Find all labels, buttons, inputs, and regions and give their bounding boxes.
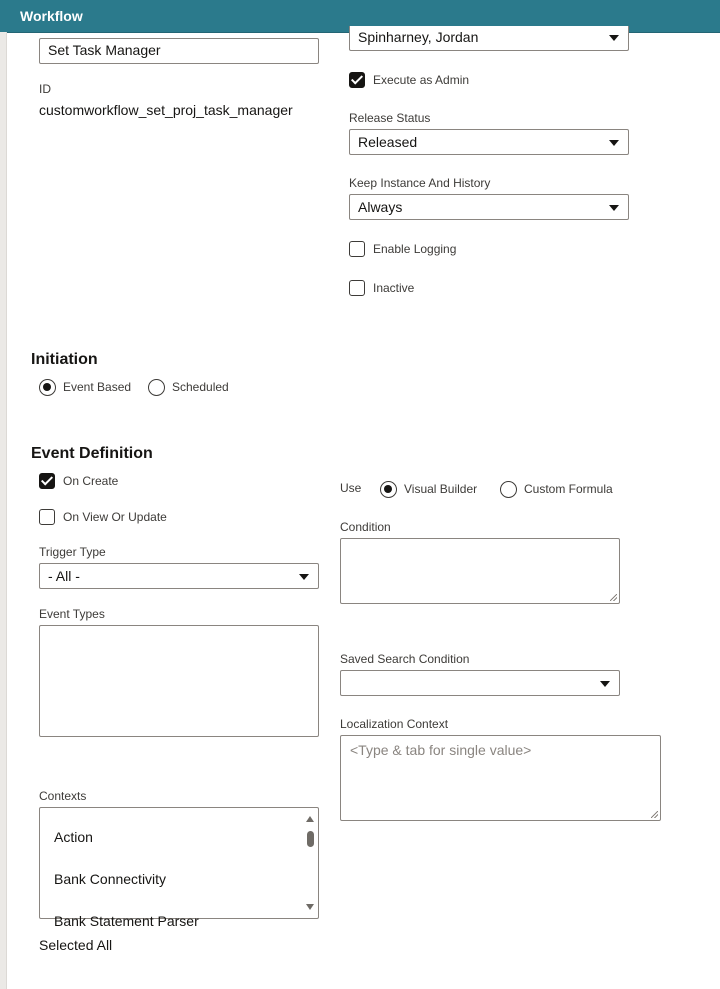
keep-instance-value: Always [358,199,403,215]
saved-search-condition-select[interactable] [340,670,620,696]
inactive-checkbox[interactable] [349,280,365,296]
trigger-type-label: Trigger Type [39,545,106,559]
custom-formula-radio[interactable] [500,481,517,498]
id-label: ID [39,82,51,96]
id-value: customworkflow_set_proj_task_manager [39,102,293,118]
name-input[interactable]: Set Task Manager [39,38,319,64]
initiation-title: Initiation [31,351,98,368]
on-create-label: On Create [63,474,119,488]
release-status-value: Released [358,134,418,150]
contexts-label: Contexts [39,789,87,803]
execute-as-admin-label: Execute as Admin [373,73,470,87]
trigger-type-value: - All - [48,568,80,584]
execute-as-admin-checkbox[interactable] [349,72,365,88]
chevron-down-icon [609,35,619,41]
owner-select[interactable] [349,26,629,51]
chevron-down-icon [609,140,619,146]
event-based-radio[interactable] [39,379,56,396]
selected-all-text: Selected All [39,937,113,953]
visual-builder-label: Visual Builder [404,482,478,496]
list-item[interactable]: Bank Statement Parser [54,913,199,929]
chevron-down-icon [609,205,619,211]
trigger-type-select[interactable] [39,563,319,589]
release-status-select[interactable] [349,129,629,155]
condition-textarea[interactable] [340,538,620,604]
release-status-label: Release Status [349,111,431,125]
on-view-update-checkbox[interactable] [39,509,55,525]
chevron-down-icon [299,574,309,580]
scroll-up-icon[interactable] [306,816,314,822]
list-item[interactable]: Action [54,829,93,845]
scheduled-label: Scheduled [172,380,229,394]
contexts-list[interactable] [39,807,319,929]
owner-value: Spinharney, Jordan [358,29,479,45]
header-title: Workflow [20,8,83,24]
inactive-label: Inactive [373,281,415,295]
enable-logging-label: Enable Logging [373,242,457,256]
custom-formula-label: Custom Formula [524,482,613,496]
resize-grip-icon[interactable] [610,594,617,601]
keep-instance-label: Keep Instance And History [349,176,491,190]
chevron-down-icon [600,681,610,687]
saved-search-condition-label: Saved Search Condition [340,652,470,666]
on-create-checkbox[interactable] [39,473,55,489]
scrollbar-thumb[interactable] [307,831,314,847]
list-item[interactable]: Bank Connectivity [54,871,167,887]
keep-instance-select[interactable] [349,194,629,220]
left-rail [0,32,7,989]
scroll-down-icon[interactable] [306,904,314,910]
localization-context-label: Localization Context [340,717,449,731]
condition-label: Condition [340,520,391,534]
localization-context-placeholder: <Type & tab for single value> [350,742,532,758]
event-types-list[interactable] [39,625,319,737]
resize-grip-icon[interactable] [651,811,658,818]
on-view-update-label: On View Or Update [63,510,167,524]
event-types-label: Event Types [39,607,105,621]
localization-context-input[interactable] [340,735,661,821]
event-definition-title: Event Definition [31,445,153,462]
event-based-label: Event Based [63,380,132,394]
visual-builder-radio[interactable] [380,481,397,498]
enable-logging-checkbox[interactable] [349,241,365,257]
scheduled-radio[interactable] [148,379,165,396]
use-label: Use [340,481,362,495]
